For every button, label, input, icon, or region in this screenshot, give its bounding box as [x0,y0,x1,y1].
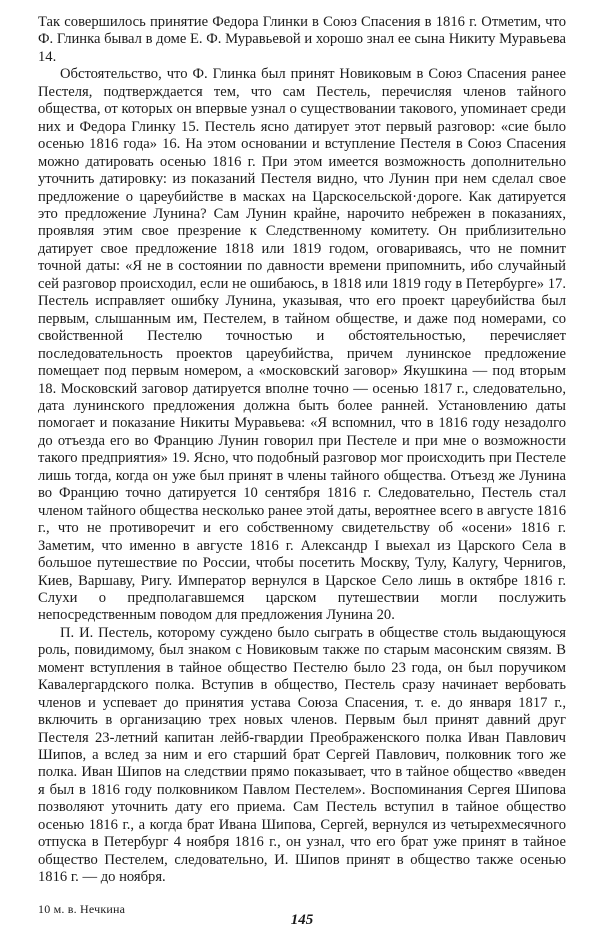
page-body [38,14,566,887]
paragraph-2: Обстоятельство, что Ф. Глинка был принят Новиковым в Союз Спасения ранее Пестеля, подтверждается тем, что сам Пестель, перечисляя членов тайного общества, от которых он впервые узнал о существовании такового, упоминает среди них и Федора Глинку 15. Пестель ясно датирует этот первый разговор: «сие было осенью 1816 года» 16. На этом основании и вступление Пестеля в Союз Спасения можно датировать осенью 1816 г. При этом имеется возможность дополнительно уточнить датировку: из показаний Пестеля видно, что Лунин при нем сделал свое предложение о цареубийстве в масках на Царскосельской·дороге. Как датируется это предложение Лунина? Сам Лунин крайне, нарочито небрежен в показаниях, проявляя этим свое презрение к Следственному комитету. Он приблизительно датирует свое предложение 1818 или 1819 годом, оговариваясь, что не помнит точной даты: «Я не в состоянии по давности времени припомнить, ибо случайный сей разговор происходил, если не ошибаюсь, в 1818 или 1819 году в Петербурге» 17. Пестель исправляет ошибку Лунина, указывая, что его проект цареубийства был первым, слышанным им, Пестелем, в тайном обществе, и даже под номерами, со свойственной Пестелю точностью и обстоятельностью, перечисляет последовательность проектов цареубийства, причем лунинское предложение помещает под первым номером, а «московский заговор» Якушкина — под вторым 18. Московский заговор датируется вполне точно — осенью 1817 г., следовательно, дата лунинского предложения должна быть более ранней. Установлению даты помогает и показание Никиты Муравьева: «Я вспомнил, что в 1816 году незадолго до отъезда его во Францию Лунин говорил при Пестеле и при мне о возможности такого предприятия» 19. Ясно, что подобный разговор мог происходить при Пестеле лишь тогда, когда он уже был принят в члены тайного общества. Отъезд же Лунина во Францию точно датируется 10 сентября 1816 г. Следовательно, Пестель стал членом тайного общества несколько ранее этой даты, вероятнее всего в августе 1816 г., что не противоречит и его собственному свидетельству об «осени» 1816 г. Заметим, что именно в августе 1816 г. Александр I выехал из Царского Села в большое путешествие по России, чтобы посетить Москву, Тулу, Калугу, Чернигов, Киев, Варшаву, Ригу. Император вернулся в Царское Село лишь в октябре 1816 г. Слухи о предполагавшемся царском путешествии могли послужить непосредственным поводом для предложения Лунина 20. [38,66,566,624]
paragraph-1: Так совершилось принятие Федора Глинки в Союз Спасения в 1816 г. Отметим, что Ф. Глинка бывал в доме Е. Ф. Муравьевой и хорошо знал ее сына Никиту Муравьева 14. [38,14,566,65]
paragraph-3: П. И. Пестель, которому суждено было сыграть в обществе столь выдающуюся роль, повидимому, был знаком с Новиковым также по старым масонским связям. В момент вступления в тайное общество Пестелю было 23 года, он был поручиком Кавалергардского полка. Вступив в общество, Пестель сразу начинает вербовать членов и успевает до принятия устава Союза Спасения, т. е. до января 1817 г., включить в организацию трех новых членов. Первым был принят давний друг Пестеля 23-летний капитан лейб-гвардии Преображенского полка Иван Павлович Шипов, а вслед за ним и его старший брат Сергей Павлович, полковник того же полка. Иван Шипов на следствии прямо показывает, что в тайное общество «введен я был в 1816 году полковником Павлом Пестелем». Воспоминания Сергея Шипова позволяют уточнить дату его приема. Сам Пестель вступил в тайное общество осенью 1816 г., а когда брат Ивана Шипова, Сергей, вернулся из четырехмесячного отпуска в Петербург 4 ноября 1816 г., он узнал, что его брат уже принят в тайное общество Пестелем, следовательно, И. Шипов принят в общество также осенью 1816 г. — до ноября. [38,624,566,886]
page-number: 145 [290,912,314,928]
printer-signature: 10 м. в. Нечкина [38,902,126,916]
page-footer [38,902,566,930]
